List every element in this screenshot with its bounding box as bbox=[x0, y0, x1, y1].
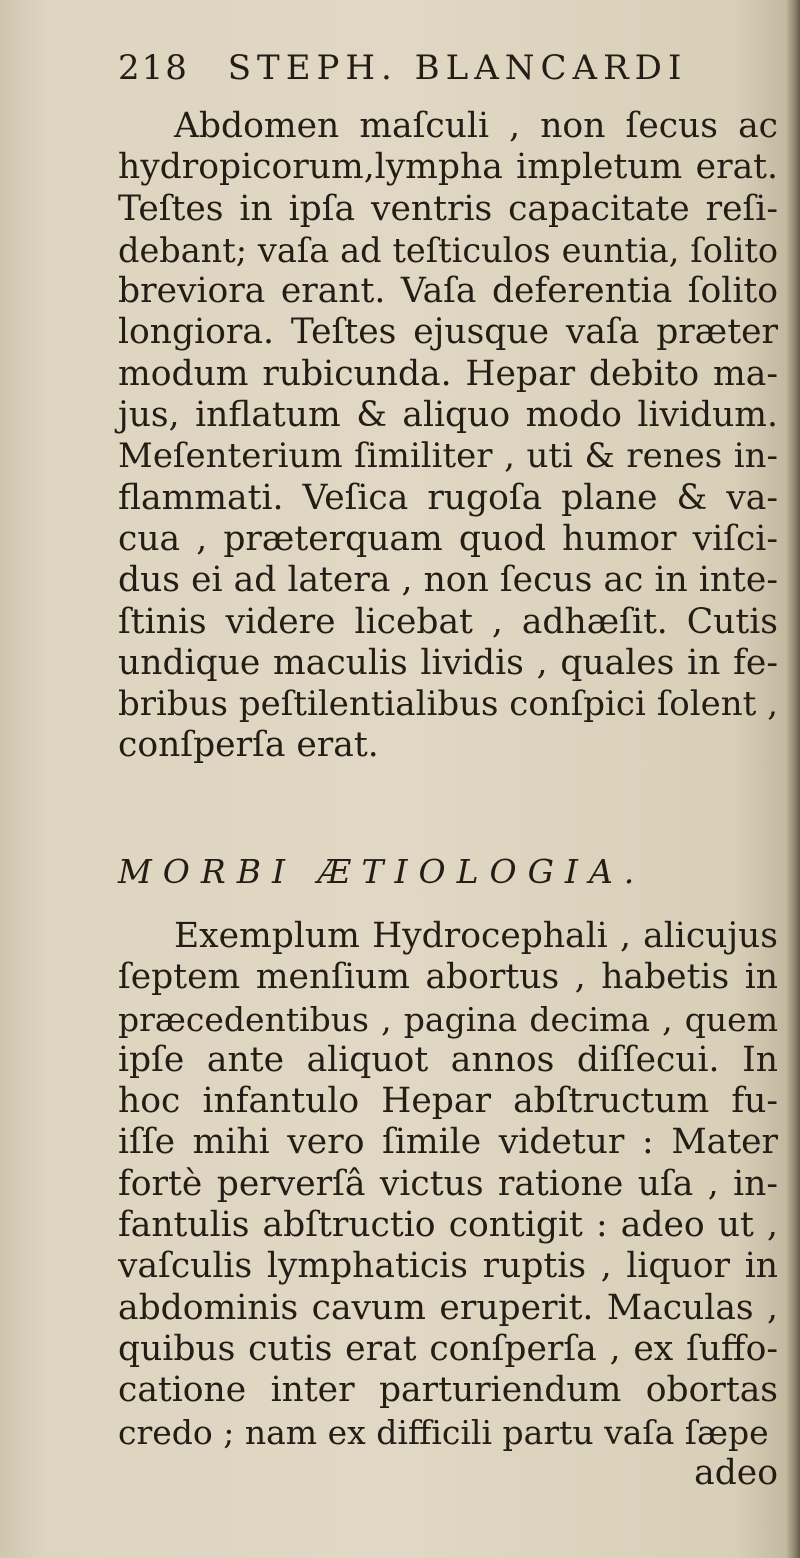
text-line: abdominis cavum eruperit. Maculas , bbox=[118, 1287, 778, 1328]
section-heading: MORBI ÆTIOLOGIA. bbox=[118, 852, 646, 891]
running-header bbox=[118, 48, 687, 88]
text-line: Meſenterium ſimiliter , uti & renes in- bbox=[118, 436, 778, 477]
page-gutter-shadow bbox=[786, 0, 800, 1558]
text-line: Abdomen maſculi , non ſecus ac bbox=[174, 106, 778, 146]
text-line: ſtinis videre licebat , adhæſit. Cutis bbox=[118, 601, 778, 642]
text-line: debant; vaſa ad teſticulos euntia, ſolito bbox=[118, 230, 778, 270]
text-line: bribus peſtilentialibus conſpici ſolent , bbox=[118, 684, 778, 725]
text-line: hoc infantulo Hepar abſtructum fu- bbox=[118, 1081, 778, 1122]
text-line: cua , præterquam quod humor viſci- bbox=[118, 518, 778, 559]
text-line: dus ei ad latera , non ſecus ac in inte- bbox=[118, 560, 778, 601]
text-line: præcedentibus , pagina decima , quem bbox=[118, 999, 778, 1039]
text-line: flammati. Veſica rugoſa plane & va- bbox=[118, 477, 778, 518]
text-line: quibus cutis erat conſperſa , ex ſuffo- bbox=[118, 1328, 778, 1369]
text-line: credo ; nam ex difficili partu vaſa ſæpe bbox=[118, 1412, 769, 1452]
text-line: longiora. Teſtes ejusque vaſa præter bbox=[118, 312, 778, 353]
text-line: ſeptem menſium abortus , habetis in bbox=[118, 957, 778, 998]
paragraph-2 bbox=[118, 916, 778, 1494]
page-number: 218 bbox=[118, 48, 189, 88]
catchword: adeo bbox=[694, 1452, 778, 1493]
text-line: Exemplum Hydrocephali , alicujus bbox=[174, 916, 778, 956]
text-line: vaſculis lymphaticis ruptis , liquor in bbox=[118, 1246, 778, 1287]
text-line: fantulis abſtructio contigit : adeo ut , bbox=[118, 1205, 778, 1246]
text-line: Teſtes in ipſa ventris capacitate reſi- bbox=[118, 188, 778, 229]
paragraph-1 bbox=[118, 106, 778, 767]
text-line: fortè perverſâ victus ratione uſa , in- bbox=[118, 1163, 778, 1204]
text-line: modum rubicunda. Hepar debito ma- bbox=[118, 353, 778, 394]
text-line: jus, inflatum & aliquo modo lividum. bbox=[118, 395, 778, 436]
text-line: breviora erant. Vaſa deferentia ſolito bbox=[118, 271, 778, 312]
text-line: ipſe ante aliquot annos diſſecui. In bbox=[118, 1039, 778, 1080]
running-title: STEPH. BLANCARDI bbox=[227, 48, 688, 88]
text-line: hydropicorum,lympha impletum erat. bbox=[118, 147, 778, 188]
text-line: iſſe mihi vero ſimile videtur : Mater bbox=[118, 1122, 778, 1163]
text-line: undique maculis lividis , quales in fe- bbox=[118, 642, 778, 683]
text-line: conſperſa erat. bbox=[118, 725, 379, 766]
text-line: catione inter parturiendum obortas bbox=[118, 1370, 778, 1411]
